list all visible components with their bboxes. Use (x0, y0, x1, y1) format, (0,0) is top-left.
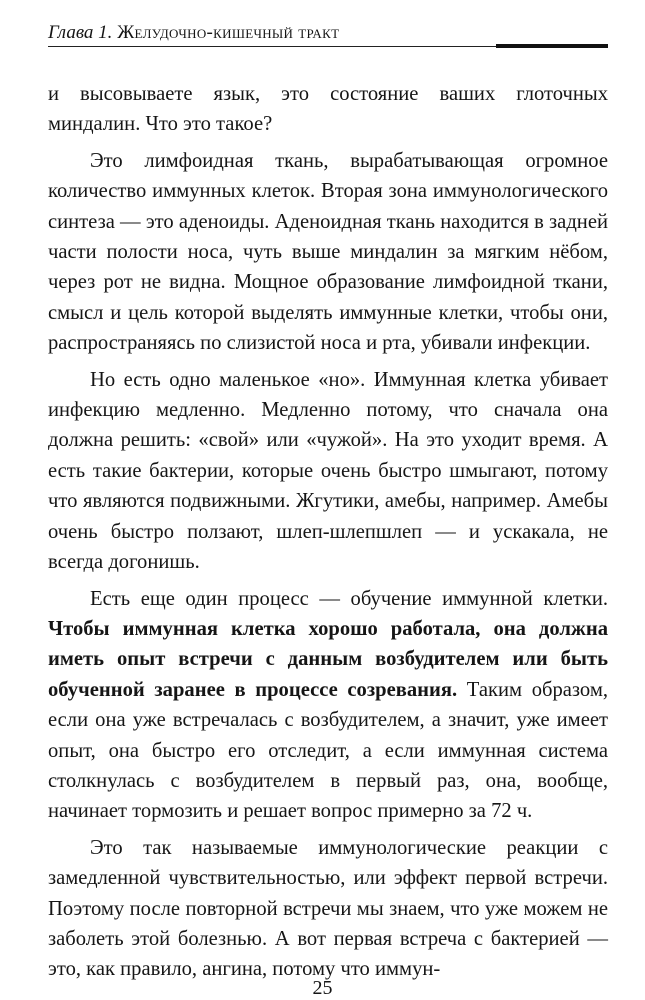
paragraph-text: Есть еще один процесс — обучение иммунной клетки. (90, 587, 608, 610)
paragraph-continued: и высовываете язык, это состояние ваших глоточных миндалин. Что это такое? (48, 83, 608, 136)
page-body (48, 79, 608, 991)
page-number: 25 (312, 977, 333, 999)
paragraph: Но есть одно маленькое «но». Иммунная клетка убивает инфекцию медленно. Медленно потому, что сначала она должна решить: «свой» или «чужой». На это уходит время. А есть такие бактерии, которые очень быстро шмыгают, потому что являются подвижными. Жгутики, амебы, например. Амебы очень быстро ползают, шлеп-шлепшлеп — и ускакала, не всегда догонишь. (48, 368, 608, 574)
chapter-title: Желудочно-кишечный тракт (117, 22, 340, 43)
header-rule-accent (496, 44, 608, 48)
header-rule (48, 46, 496, 47)
bold-emphasis: Чтобы иммунная клетка хорошо работала, она должна иметь опыт встречи с данным возбудителем или быть обученной заранее в процессе созревания. (48, 617, 608, 701)
paragraph (48, 584, 608, 827)
paragraph-text: Таким образом, если она уже встречалась с возбудителем, а значит, уже имеет опыт, она быстро его отследит, а если иммунная система столкнулась с возбудителем в первый раз, она, вообще, начинает тормозить и решает вопрос примерно за 72 ч. (48, 678, 609, 823)
paragraph: Это лимфоидная ткань, вырабатывающая огромное количество иммунных клеток. Вторая зона иммунологического синтеза — это аденоиды. Аденоидная ткань находится в задней части полости носа, чуть выше миндалин за мягким нёбом, через рот не видна. Мощное образование лимфоидной ткани, смысл и цель которой выделять иммунные клетки, чтобы они, распространяясь по слизистой носа и рта, убивали инфекции. (48, 149, 608, 355)
chapter-label: Глава 1. (48, 22, 113, 43)
paragraph: Это так называемые иммунологические реакции с замедленной чувствительностью, или эффект первой встречи. Поэтому после повторной встречи мы знаем, что уже можем не заболеть этой болезнью. А вот первая встреча с бактерией — это, как правило, ангина, потому что иммун- (48, 836, 608, 981)
